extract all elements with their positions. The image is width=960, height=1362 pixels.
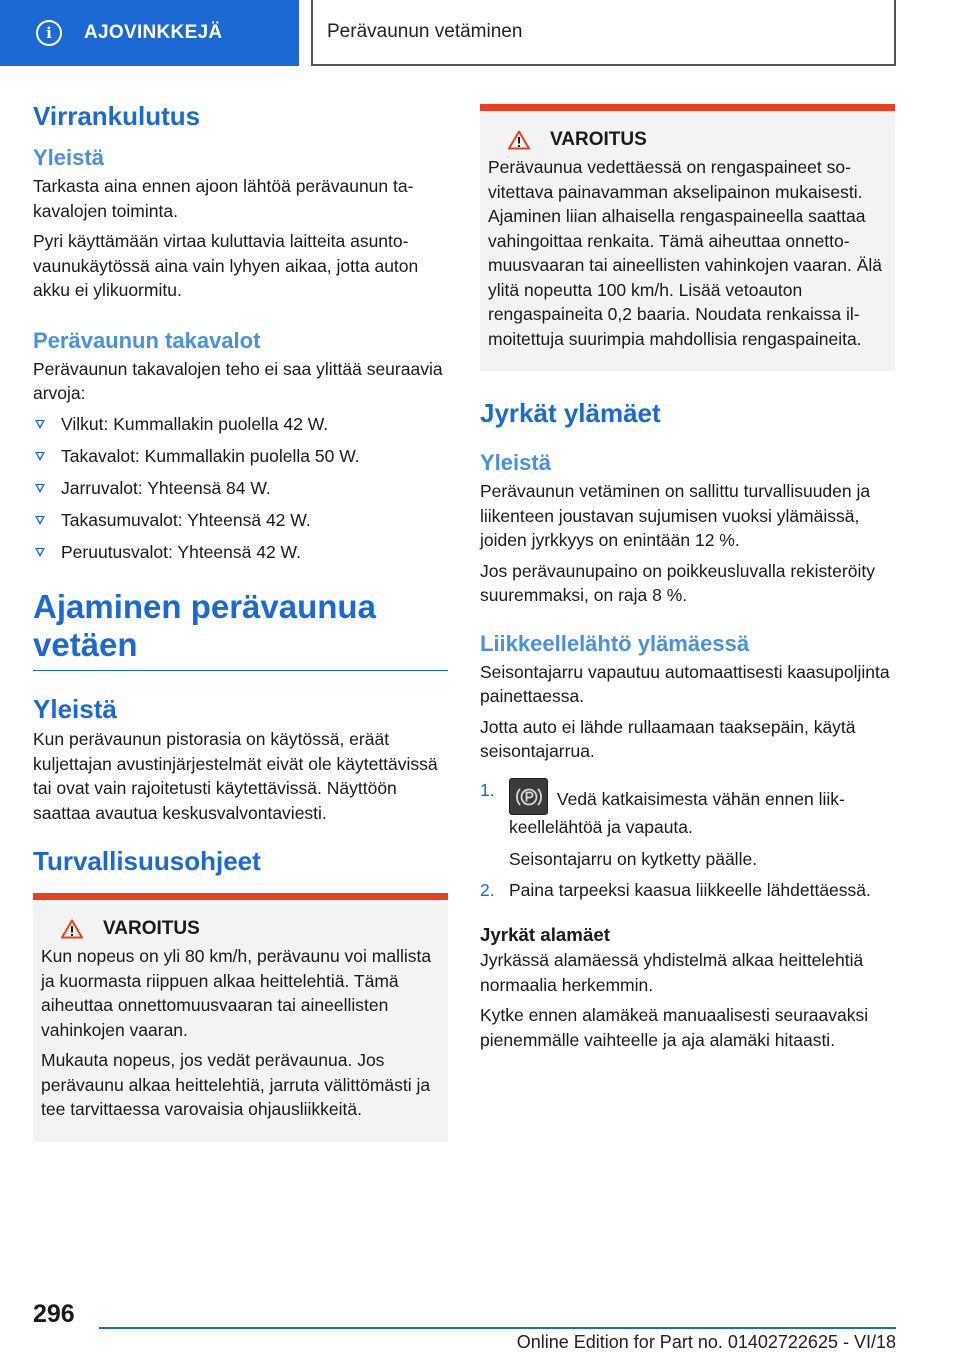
warning-box-left	[33, 893, 448, 1142]
takavalot-list	[33, 412, 448, 565]
paragraph: Jyrkässä alamäessä yhdistelmä alkaa heittelehtiä normaalia herkemmin.	[480, 950, 864, 995]
chapter-tab[interactable]	[0, 0, 299, 66]
chapter-tab-label: AJOVINKKEJÄ	[84, 22, 223, 43]
right-column	[480, 100, 895, 1058]
section-title-box	[311, 0, 896, 66]
list-item	[33, 476, 448, 501]
page-number: 296	[33, 1300, 75, 1328]
paragraph: Kun perävaunun pistorasia on käytössä, eräät kuljettajan avustinjärjestelmät eivät ole käytettävissä tai ovat vain rajoitetusti käytettävissä. Näyttöön saattaa avautua keskusvalvontaviesti.	[33, 729, 438, 823]
heading-peravaunun-takavalot: Perävaunun takavalot	[33, 327, 261, 353]
list-item-text: Takavalot: Kummallakin puolella 50 W.	[61, 445, 360, 466]
heading-yleista-2: Yleistä	[33, 694, 117, 724]
paragraph: Perävaunun vetäminen on sallittu turvallisuuden ja liikenteen joustavan sujumisen vuoksi ylämäissä, joiden jyrkkyys on enintään 12 %.	[480, 481, 871, 550]
step-text: Vedä katkaisimesta vähän ennen liikkeellelähtöä ja vapauta.	[509, 788, 845, 837]
heading-jyrkat-ylamaet: Jyrkät ylämäet	[480, 398, 661, 428]
paragraph: Perävaunun takavalojen teho ei saa ylittää seuraavia arvoja:	[33, 358, 443, 403]
edition-text: Online Edition for Part no. 01402722625 - VI/18	[516, 1332, 896, 1352]
triangle-bullet-icon	[35, 484, 45, 493]
step-number: 1.	[480, 779, 495, 800]
left-column	[33, 100, 448, 1142]
paragraph: Pyri käyttämään virtaa kuluttavia laitteita asuntovaunukäytössä aina vain lyhyen aikaa, jotta auton akku ei ylikuormitu.	[33, 231, 419, 300]
warning-triangle-icon	[61, 919, 83, 939]
warning-header	[488, 129, 887, 151]
paragraph: Jos perävaunupaino on poikkeusluvalla rekisteröity suuremmaksi, on raja 8 %.	[480, 560, 875, 605]
page-header	[0, 0, 960, 66]
triangle-bullet-icon	[35, 548, 45, 557]
warning-triangle-icon	[508, 130, 530, 150]
list-item	[33, 444, 448, 469]
step-text: Paina tarpeeksi kaasua liikkeelle lähdettäessä.	[509, 879, 871, 900]
triangle-bullet-icon	[35, 516, 45, 525]
paragraph: Kytke ennen alamäkeä manuaalisesti seuraavaksi pienemmälle vaihteelle ja aja alamäki hitaasti.	[480, 1005, 869, 1050]
triangle-bullet-icon	[35, 452, 45, 461]
warning-header	[41, 918, 440, 940]
list-item	[33, 540, 448, 565]
footer-divider	[99, 1327, 896, 1329]
list-item	[33, 508, 448, 533]
list-item-text: Peruutusvalot: Yhteensä 42 W.	[61, 541, 301, 562]
step-number: 2.	[480, 879, 495, 900]
section-title: Perävaunun vetäminen	[327, 21, 523, 42]
steps-list	[480, 778, 895, 903]
step-item	[480, 778, 895, 872]
step-result: Seisontajarru on kytketty päälle.	[509, 849, 758, 869]
step-item	[480, 878, 895, 903]
info-icon: i	[36, 20, 62, 46]
warning-title: VAROITUS	[103, 918, 200, 939]
warning-box-right	[480, 104, 895, 371]
list-item-text: Jarruvalot: Yhteensä 84 W.	[61, 477, 271, 498]
warning-title: VAROITUS	[550, 129, 647, 150]
triangle-bullet-icon	[35, 420, 45, 429]
paragraph: Perävaunua vedettäessä on rengaspaineet sovitettava painavamman akselipainon mukaisesti. Ajaminen liian alhaisella rengaspaineella saattaa vahingoittaa renkaita. Tämä aiheuttaa onnettomuusvaaran tai aineellisten vahinkojen vaaran. Älä ylitä nopeutta 100 km/h. Lisää vetoauton rengaspaineita 0,2 baaria. Noudata renkaissa ilmoitettuja suurimpia mahdollisia rengaspaineita.	[488, 157, 882, 349]
paragraph: Jotta auto ei lähde rullaamaan taaksepäin, käytä seisontajarrua.	[480, 716, 856, 761]
paragraph: Mukauta nopeus, jos vedät perävaunua. Jos perävaunu alkaa heittelehtiä, jarruta välittömästi ja tee tarvittaessa varovaisia ohjausliikkeitä.	[41, 1050, 431, 1119]
heading-jyrkat-alamaet: Jyrkät alamäet	[480, 924, 610, 945]
list-item	[33, 412, 448, 437]
paragraph: Tarkasta aina ennen ajoon lähtöä perävaunun takavalojen toiminta.	[33, 176, 414, 221]
parking-brake-button-icon	[509, 778, 548, 815]
heading-liikkeellelahto: Liikkeellelähtö ylämäessä	[480, 630, 750, 656]
list-item-text: Takasumuvalot: Yhteensä 42 W.	[61, 509, 311, 530]
heading-yleista-1: Yleistä	[33, 145, 104, 170]
heading-turvallisuusohjeet: Turvallisuusohjeet	[33, 846, 261, 876]
heading-virrankulutus: Virrankulutus	[33, 101, 201, 131]
heading-yleista-3: Yleistä	[480, 450, 551, 475]
chapter-heading-ajaminen: Ajaminen perävaunua vetäen	[33, 588, 448, 671]
list-item-text: Vilkut: Kummallakin puolella 42 W.	[61, 413, 329, 434]
paragraph: Seisontajarru vapautuu automaattisesti kaasupoljinta painettaessa.	[480, 661, 890, 706]
paragraph: Kun nopeus on yli 80 km/h, perävaunu voi mallista ja kuormasta riippuen alkaa heittelehtiä. Tämä aiheuttaa onnettomuusvaaran tai aineellisten vahinkojen vaaran.	[41, 946, 432, 1040]
